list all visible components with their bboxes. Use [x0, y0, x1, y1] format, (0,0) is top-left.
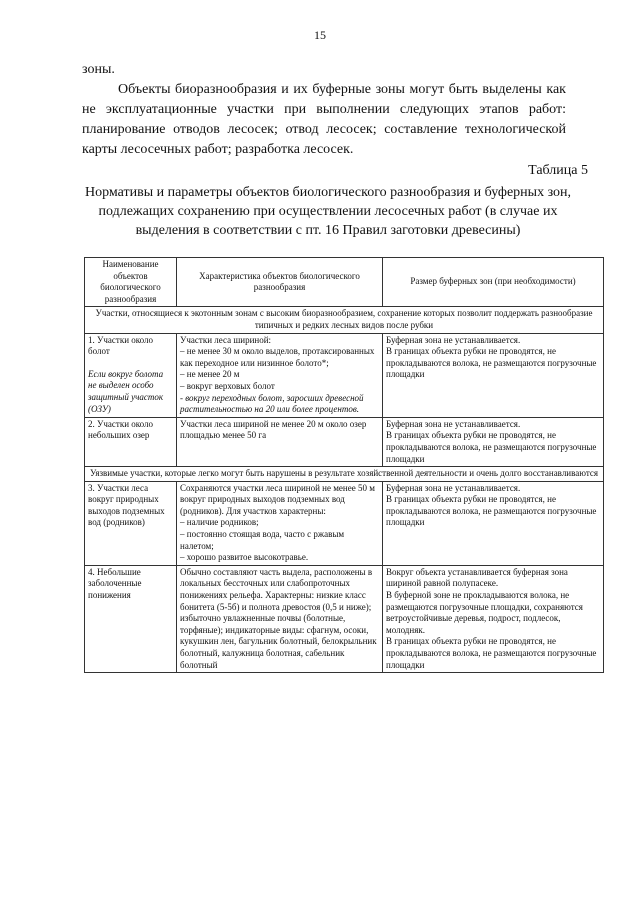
row4-buffer-3: В границах объекта рубки не проводятся, не прокладываются волока, не размещаются погрузочные площадки	[386, 636, 597, 670]
row2-char: Участки леса шириной не менее 20 м около озер площадью менее 50 га	[177, 417, 383, 466]
row2-name: 2. Участки около небольших озер	[85, 417, 177, 466]
row4-buffer-1: Вокруг объекта устанавливается буферная зона шириной равной полупасеке.	[386, 566, 568, 589]
table-row	[85, 333, 604, 417]
row3-buffer-1: Буферная зона не устанавливается.	[386, 482, 521, 493]
row4-buffer-cell	[383, 565, 604, 672]
row1-buffer-cell	[383, 333, 604, 417]
row3-char-2: – наличие родников;	[180, 517, 259, 528]
row1-char-5: - вокруг переходных болот, заросших древесной растительностью на 20 или более процентов.	[180, 392, 364, 415]
row3-char-1: Сохраняются участки леса шириной не менее 50 м вокруг природных выходов подземных вод (родников). Для участков характерны:	[180, 482, 375, 516]
row1-buffer-2: В границах объекта рубки не проводятся, не прокладываются волока, не размещаются погрузочные площадки	[386, 346, 597, 380]
table-row	[85, 481, 604, 565]
row1-name: 1. Участки около болот	[88, 334, 154, 357]
row1-name-note: Если вокруг болота не выделен особо защитный участок (ОЗУ)	[88, 368, 164, 414]
row1-char-2: – не менее 30 м около выделов, протаксированных как переходное или низинное болото*;	[180, 346, 375, 368]
row3-char-3: – постоянно стоящая вода, часто с ржавым налетом;	[180, 529, 345, 551]
row1-char-3: – не менее 20 м	[180, 369, 240, 380]
table-row	[85, 565, 604, 672]
header-name: Наименование объектов биологического разнообразия	[85, 258, 177, 307]
table-caption: Нормативы и параметры объектов биологического разнообразия и буферных зон, подлежащих сохранению при осуществлении лесосечных работ (в случае их выделения в соответствии с пт. 16 Правил заготовки древесины)	[84, 185, 572, 238]
row1-char-1: Участки леса шириной:	[180, 334, 272, 345]
section-ecotone: Участки, относящиеся к экотонным зонам с высоким биоразнообразием, сохранение которых позволит поддержать разнообразие типичных и редких лесных видов после рубки	[85, 307, 604, 333]
table-header-row	[85, 258, 604, 307]
row4-name: 4. Небольшие заболоченные понижения	[85, 565, 177, 672]
header-characteristics: Характеристика объектов биологического разнообразия	[177, 258, 383, 307]
row3-name: 3. Участки леса вокруг природных выходов подземных вод (родников)	[85, 481, 177, 565]
biodiversity-table	[84, 257, 604, 673]
table-row	[85, 417, 604, 466]
section-vulnerable: Уязвимые участки, которые легко могут быть нарушены в результате хозяйственной деятельности и очень долго восстанавливаются	[85, 467, 604, 482]
intro-paragraph: Объекты биоразнообразия и их буферные зоны могут быть выделены как не эксплуатационные участки при выполнении следующих этапов работ: планирование отводов лесосек; отвод лесосек; составление технологической карты лесосечных работ; разработка лесосек.	[82, 82, 566, 157]
row1-name-cell	[85, 333, 177, 417]
row3-char-4: – хорошо развитое высокотравье.	[180, 552, 309, 563]
row4-buffer-2: В буферной зоне не прокладываются волока, не размещаются погрузочные площадки, сохраняются ветроустойчивые деревья, подрост, подлесок, молодняк.	[386, 590, 583, 635]
section-row-ecotone	[85, 307, 604, 333]
table-label: Таблица 5	[528, 163, 588, 178]
row2-buffer-1: Буферная зона не устанавливается.	[386, 418, 521, 429]
page-number: 15	[314, 28, 326, 42]
intro-text	[82, 60, 566, 160]
row3-char-cell	[177, 481, 383, 565]
row1-buffer-1: Буферная зона не устанавливается.	[386, 334, 521, 345]
row4-char: Обычно составляют часть выдела, расположены в локальных бессточных или слабопроточных понижениях рельефа. Характерны: низкие класс бонитета (5-5б) и полнота древостоя (0,5 и ниже); избыточно увлажненные почвы (болотные, торфяные); индикаторные виды: сфагнум, осоки, кукушкин лен, багульник болотный, белокрыльник болотный, калужница болотная, сабельник болотный	[177, 565, 383, 672]
row3-buffer-cell	[383, 481, 604, 565]
row2-buffer-cell	[383, 417, 604, 466]
row3-buffer-2: В границах объекта рубки не проводятся, не прокладываются волока, не размещаются погрузочные площадки	[386, 494, 597, 528]
intro-first-line: зоны.	[82, 62, 115, 77]
row2-buffer-2: В границах объекта рубки не проводятся, не прокладываются волока, не размещаются погрузочные площадки	[386, 430, 597, 464]
row1-char-cell	[177, 333, 383, 417]
section-row-vulnerable	[85, 467, 604, 482]
row1-char-4: – вокруг верховых болот	[180, 380, 275, 391]
header-buffer: Размер буферных зон (при необходимости)	[383, 258, 604, 307]
